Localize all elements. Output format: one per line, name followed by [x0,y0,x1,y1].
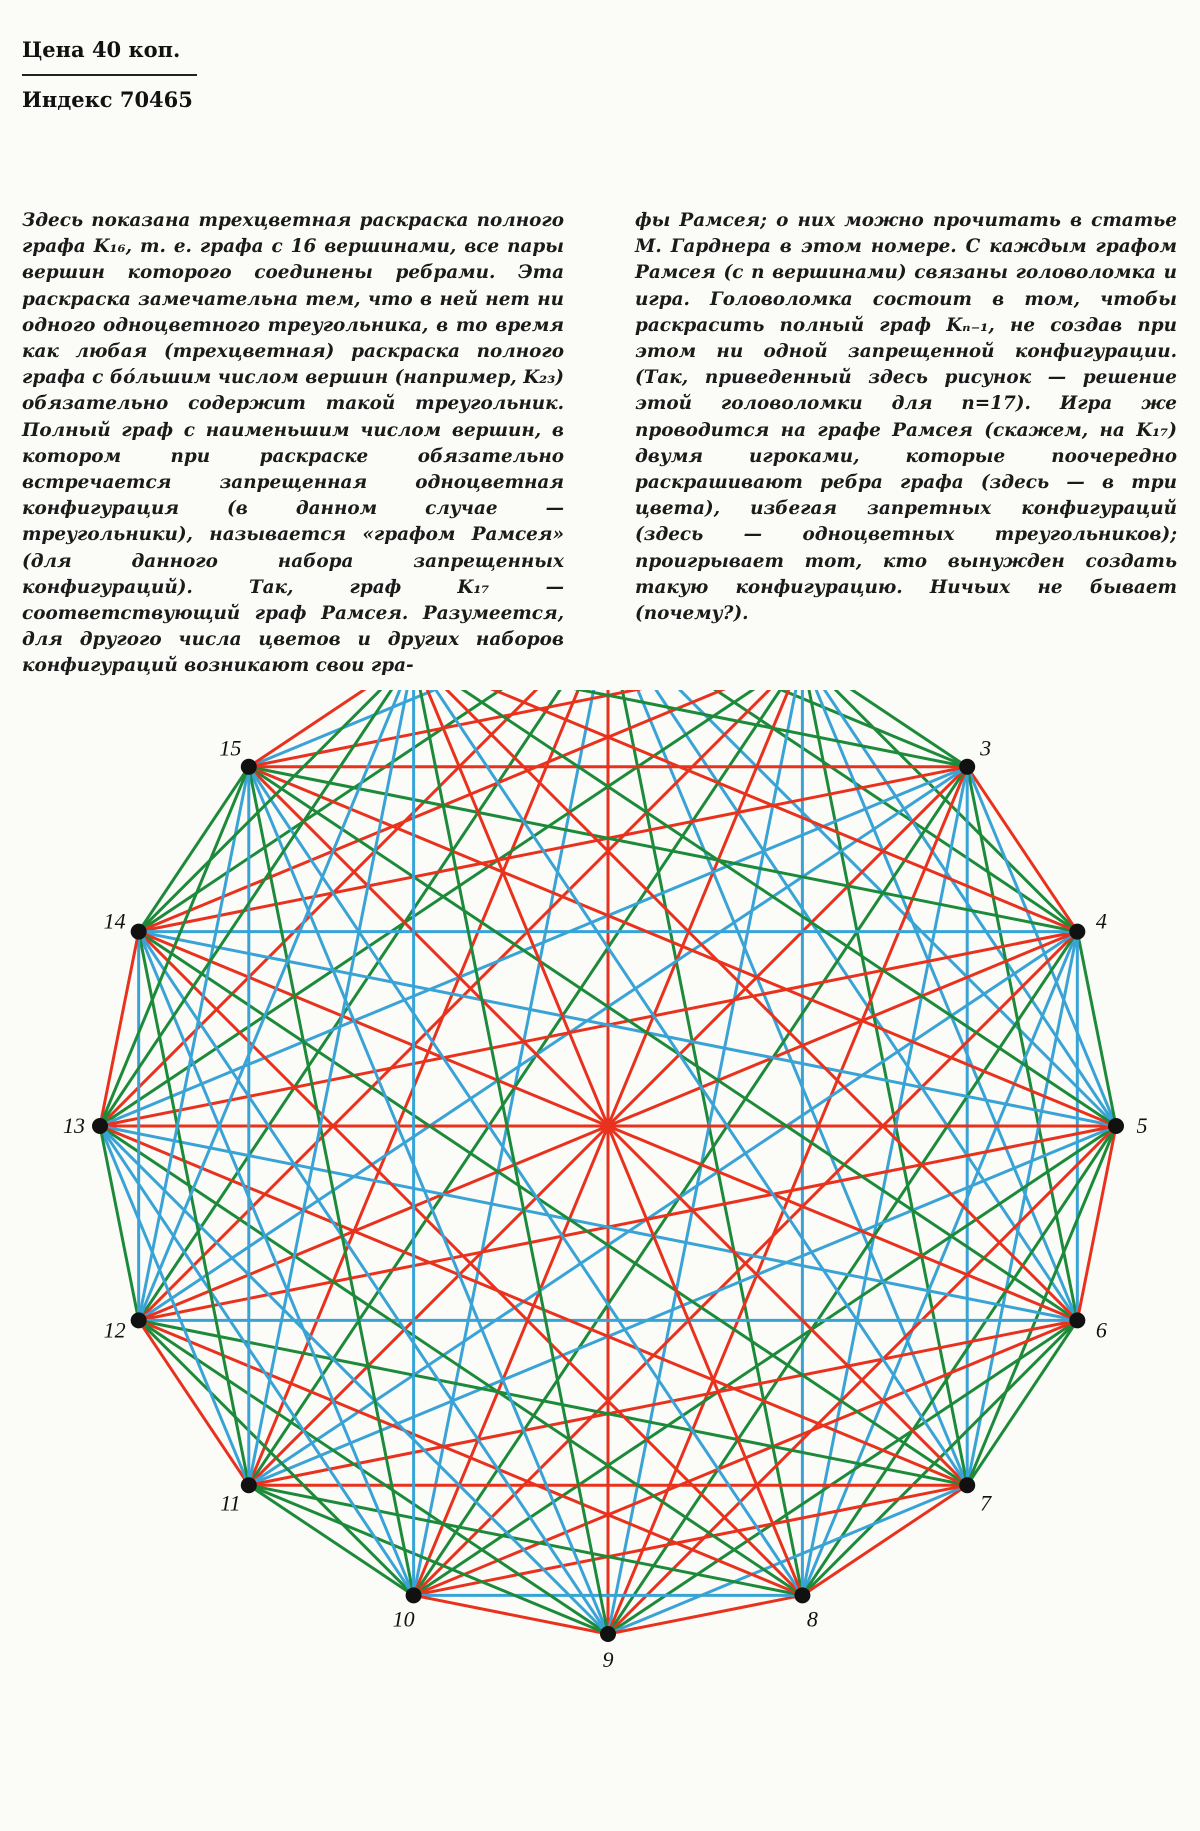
vertex-7 [959,1477,975,1493]
vertex-11 [241,1477,257,1493]
vertex-label-11: 11 [220,1490,241,1516]
edge-14-16-green [139,690,414,932]
vertex-label-3: 3 [980,735,992,761]
caption-column-right: фы Рамсея; о них можно прочитать в статье М. Гарднера в этом номере. С каждым графом Рамсея (с n вершинами) связаны головоломка и игра. Головоломка состоит в том, чтобы раскрасить полный граф Kₙ₋₁, не создав при этом ни одной запрещенной конфигурации. (Так, приведенный здесь рисунок — решение этой головоломки для n=17). Игра же проводится на графе Рамсея (скажем, на K₁₇) двумя игроками, которые поочередно раскрашивают ребра графа (здесь — в три цвета), избегая запретных конфигураций (здесь — одноцветных треугольников); проигрывает тот, кто вынужден создать такую конфигурацию. Ничьих не бывает (почему?). [635,210,1177,625]
figure-caption [22,208,1177,680]
caption-column-left: Здесь показана трехцветная раскраска полного графа K₁₆, т. е. графа с 16 вершинами, все пары вершин которого соединены ребрами. Эта раскраска замечательна тем, что в ней нет ни одного одноцветного треугольника, в то время как любая (трехцветная) раскраска полного графа с бо́льшим числом вершин (например, K₂₃) обязательно содержит такой треугольник. Полный граф с наименьшим числом вершин, в котором при раскраске обязательно встречается запрещенная одноцветная конфигурация (в данном случае — треугольники), называется «графом Рамсея» (для данного набора запрещенных конфигураций). Так, граф K₁₇ — соответствующий граф Рамсея. Разумеется, для другого числа цветов и других наборов конфигураций возникают свои гра- [22,210,564,677]
vertex-label-9: 9 [602,1647,614,1672]
edge-1-4-green [608,690,1077,932]
vertex-label-7: 7 [980,1490,992,1516]
vertex-label-12: 12 [103,1317,126,1343]
vertex-label-10: 10 [392,1606,415,1632]
vertex-3 [959,759,975,775]
edge-7-13-red [100,1126,967,1485]
vertex-6 [1069,1312,1085,1328]
edge-9-15-blue [249,767,608,1634]
index-label: Индекс 70465 [22,87,193,112]
vertex-12 [131,1312,147,1328]
vertex-4 [1069,924,1085,940]
vertex-label-14: 14 [103,908,126,934]
edge-1-14-green [139,690,608,932]
edge-11-16-blue [249,690,414,1485]
edge-2-4-green [802,690,1077,932]
ramsey-graph-k16 [0,690,1200,1831]
vertex-14 [131,924,147,940]
vertex-label-8: 8 [806,1606,818,1632]
vertex-10 [406,1587,422,1603]
price-block [22,36,197,134]
edge-2-7-green [802,690,967,1485]
vertex-label-13: 13 [63,1113,85,1138]
vertex-label-5: 5 [1136,1113,1148,1138]
graph-edges [100,690,1116,1634]
vertex-9 [600,1626,616,1642]
vertex-label-6: 6 [1095,1317,1107,1343]
vertex-label-15: 15 [219,735,242,761]
edge-5-15-red [249,767,1116,1126]
vertex-label-4: 4 [1095,908,1107,934]
price-label: Цена 40 коп. [22,36,197,76]
vertex-15 [241,759,257,775]
vertex-8 [794,1587,810,1603]
vertex-5 [1108,1118,1124,1134]
vertex-13 [92,1118,108,1134]
